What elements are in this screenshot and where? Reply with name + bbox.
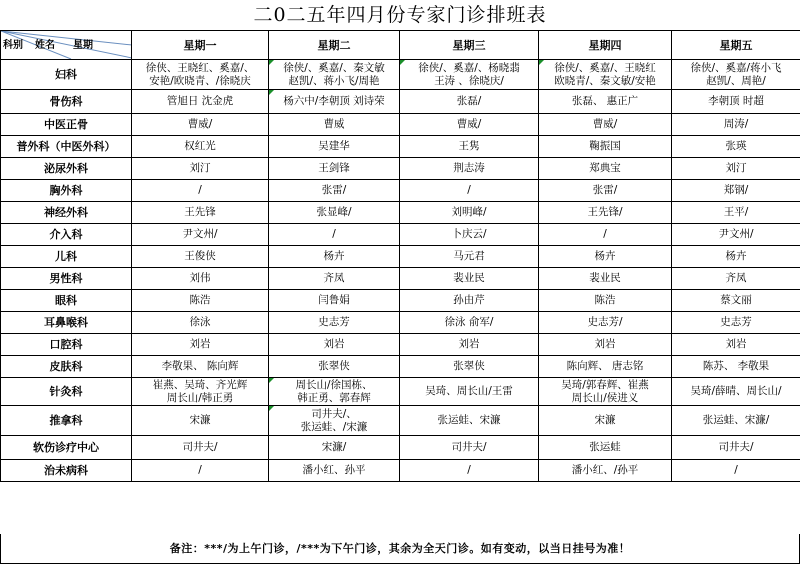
doctor-names: 张运蛙、宋濂 [437, 414, 501, 426]
schedule-cell-thu [539, 60, 672, 90]
schedule-cell-mon [132, 60, 269, 90]
dept-name: 耳鼻喉科 [1, 312, 132, 334]
doctor-names: 曹威/ [592, 118, 618, 130]
doctor-names: 齐凤 [725, 272, 747, 284]
schedule-cell-fri [672, 378, 800, 406]
doctor-names: 徐侠/、奚嘉/、秦文敏 [283, 61, 385, 74]
dept-name: 骨伤科 [1, 90, 132, 114]
doctor-names: 吴琦/薛晴、周长山/ [690, 385, 782, 397]
dept-name: 介入科 [1, 224, 132, 246]
table-row [1, 114, 800, 136]
doctor-names: / [467, 184, 471, 196]
doctor-names: 司井夫/ [451, 441, 487, 453]
table-row [1, 312, 800, 334]
schedule-cell-fri [672, 90, 800, 114]
table-row [1, 460, 800, 482]
table-row [1, 224, 800, 246]
doctor-names: 史志芳 [720, 316, 752, 328]
dept-name: 胸外科 [1, 180, 132, 202]
page-title: 二0二五年四月份专家门诊排班表 [253, 4, 547, 26]
schedule-cell-fri [672, 406, 800, 436]
schedule-cell-wed [400, 356, 539, 378]
doctor-names: 齐凤 [323, 272, 345, 284]
doctor-names: 杨卉 [323, 250, 345, 262]
doctor-names: 史志芳 [318, 316, 350, 328]
schedule-cell-mon [132, 224, 269, 246]
dept-name: 眼科 [1, 290, 132, 312]
schedule-cell-mon [132, 114, 269, 136]
doctor-names: 郑钢/ [723, 184, 749, 196]
table-row [1, 60, 800, 90]
doctor-names: 尹文州/ [182, 228, 218, 240]
schedule-cell-wed [400, 334, 539, 356]
schedule-cell-tue [269, 378, 400, 406]
doctor-names: 安艳/欧晓青、/徐晓庆 [149, 74, 251, 87]
table-row [1, 356, 800, 378]
schedule-cell-tue [269, 460, 400, 482]
doctor-names: 吴琦/郭春辉、崔燕 [561, 378, 649, 391]
doctor-names: / [198, 184, 202, 196]
doctor-names: 宋濂 [189, 414, 211, 426]
corner-name-label: 姓名 [35, 40, 55, 51]
schedule-cell-fri [672, 268, 800, 290]
doctor-names: 陈向辉、 唐志铭 [566, 360, 644, 372]
schedule-cell-fri [672, 136, 800, 158]
doctor-names: 王剑锋 [318, 162, 350, 174]
doctor-names: 李敬果、 陈向辉 [161, 360, 239, 372]
schedule-cell-wed [400, 158, 539, 180]
table-row [1, 180, 800, 202]
dept-name: 软伤诊疗中心 [1, 436, 132, 460]
dept-name: 妇科 [1, 60, 132, 90]
schedule-cell-thu [539, 290, 672, 312]
doctor-names: 刘汀 [725, 162, 747, 174]
schedule-cell-thu [539, 312, 672, 334]
doctor-names: 孙由芹 [453, 294, 485, 306]
doctor-names: 史志芳/ [587, 316, 623, 328]
schedule-cell-tue [269, 136, 400, 158]
cell-comment-marker-icon [269, 406, 274, 411]
schedule-cell-wed [400, 180, 539, 202]
doctor-names: 徐侠/、奚嘉/蒋小飞 [690, 61, 782, 74]
schedule-cell-thu [539, 202, 672, 224]
doctor-names: 徐侠、王晓红、奚嘉/、 [145, 61, 255, 74]
doctor-names: 马元君 [453, 250, 485, 262]
schedule-cell-fri [672, 60, 800, 90]
schedule-cell-mon [132, 290, 269, 312]
day-header-mon: 星期一 [132, 31, 269, 60]
doctor-names: 徐侠/、奚嘉/、王晓红 [554, 61, 656, 74]
corner-day-label: 星期 [73, 40, 93, 51]
schedule-cell-tue [269, 180, 400, 202]
doctor-names: 宋濂 [594, 414, 616, 426]
cell-comment-marker-icon [269, 378, 274, 383]
day-header-thu: 星期四 [539, 31, 672, 60]
dept-name: 皮肤科 [1, 356, 132, 378]
schedule-cell-mon [132, 180, 269, 202]
doctor-names: 曹威/ [456, 118, 482, 130]
cell-comment-marker-icon [539, 60, 544, 65]
doctor-names: 刘岩 [458, 338, 480, 350]
dept-name: 普外科（中医外科） [1, 136, 132, 158]
doctor-names: 赵凯/、周艳/ [706, 74, 766, 87]
day-header-tue: 星期二 [269, 31, 400, 60]
dept-name: 中医正骨 [1, 114, 132, 136]
doctor-names: 王涛 、徐晓庆/ [434, 74, 504, 87]
schedule-cell-mon [132, 268, 269, 290]
schedule-cell-mon [132, 356, 269, 378]
table-row [1, 290, 800, 312]
schedule-cell-fri [672, 356, 800, 378]
doctor-names: 尹文州/ [718, 228, 754, 240]
schedule-cell-thu [539, 378, 672, 406]
doctor-names: 韩正勇、郭春辉 [297, 391, 371, 404]
schedule-cell-fri [672, 436, 800, 460]
doctor-names: 王先锋/ [587, 206, 623, 218]
schedule-cell-fri [672, 114, 800, 136]
doctor-names: 陈苏、 李敬果 [702, 360, 770, 372]
schedule-cell-thu [539, 406, 672, 436]
doctor-names: 陈浩 [594, 294, 616, 306]
schedule-cell-thu [539, 180, 672, 202]
table-row [1, 268, 800, 290]
doctor-names: 司井夫/ [182, 441, 218, 453]
doctor-names: 徐侠/、奚嘉/、杨晓翡 [418, 61, 520, 74]
dept-name: 儿科 [1, 246, 132, 268]
schedule-cell-wed [400, 60, 539, 90]
schedule-cell-mon [132, 312, 269, 334]
table-row [1, 158, 800, 180]
doctor-names: 周长山/徐国栋、 [295, 378, 373, 391]
schedule-cell-fri [672, 460, 800, 482]
dept-name: 推拿科 [1, 406, 132, 436]
schedule-cell-mon [132, 90, 269, 114]
table-row [1, 90, 800, 114]
doctor-names: 陈浩 [189, 294, 211, 306]
doctor-names: 吴琦、周长山/王雷 [425, 385, 513, 397]
doctor-names: 荆志涛 [453, 162, 485, 174]
schedule-cell-fri [672, 290, 800, 312]
schedule-cell-fri [672, 180, 800, 202]
schedule-cell-tue [269, 90, 400, 114]
schedule-cell-tue [269, 290, 400, 312]
schedule-cell-fri [672, 158, 800, 180]
doctor-names: 杨卉 [594, 250, 616, 262]
doctor-names: 张雷/ [321, 184, 347, 196]
table-row [1, 246, 800, 268]
schedule-cell-tue [269, 60, 400, 90]
schedule-cell-wed [400, 460, 539, 482]
doctor-names: 司井夫/、 [311, 407, 357, 420]
doctor-names: 张雷/ [592, 184, 618, 196]
doctor-names: 吴建华 [318, 140, 350, 152]
table-row [1, 406, 800, 436]
doctor-names: 刘汀 [189, 162, 211, 174]
schedule-cell-mon [132, 334, 269, 356]
schedule-cell-fri [672, 246, 800, 268]
schedule-cell-wed [400, 246, 539, 268]
schedule-cell-thu [539, 136, 672, 158]
day-header-fri: 星期五 [672, 31, 800, 60]
dept-name: 泌尿外科 [1, 158, 132, 180]
schedule-cell-wed [400, 202, 539, 224]
dept-name: 口腔科 [1, 334, 132, 356]
doctor-names: 张翠侠 [318, 360, 350, 372]
doctor-names: 闫鲁娟 [318, 294, 350, 306]
schedule-cell-wed [400, 436, 539, 460]
table-row [1, 202, 800, 224]
schedule-cell-tue [269, 246, 400, 268]
schedule-cell-tue [269, 406, 400, 436]
schedule-cell-thu [539, 114, 672, 136]
doctor-names: 鞠振国 [589, 140, 621, 152]
schedule-cell-tue [269, 268, 400, 290]
doctor-names: / [603, 228, 607, 240]
doctor-names: 张运蛙 [589, 441, 621, 453]
schedule-cell-fri [672, 334, 800, 356]
schedule-cell-thu [539, 334, 672, 356]
doctor-names: 刘岩 [594, 338, 616, 350]
schedule-table [0, 30, 800, 482]
table-row [1, 378, 800, 406]
schedule-cell-tue [269, 114, 400, 136]
doctor-names: 周长山/韩正勇 [166, 391, 234, 404]
doctor-names: 张显峰/ [316, 206, 352, 218]
schedule-cell-fri [672, 202, 800, 224]
doctor-names: 张瑛 [725, 140, 747, 152]
doctor-names: 司井夫/ [718, 441, 754, 453]
doctor-names: 欧晓青/、秦文敏/安艳 [554, 74, 656, 87]
doctor-names: 裴业民 [589, 272, 621, 284]
schedule-cell-wed [400, 378, 539, 406]
schedule-cell-fri [672, 224, 800, 246]
doctor-names: 曹威 [323, 118, 345, 130]
cell-comment-marker-icon [269, 60, 274, 65]
doctor-names: 徐泳 [189, 316, 211, 328]
footnote: 备注：***/为上午门诊，/***为下午门诊，其余为全天门诊。如有变动，以当日挂号为准！ [0, 534, 800, 564]
doctor-names: 杨卉 [725, 250, 747, 262]
day-header-wed: 星期三 [400, 31, 539, 60]
cell-comment-marker-icon [400, 60, 405, 65]
schedule-cell-tue [269, 312, 400, 334]
header-row [1, 31, 800, 60]
dept-name: 神经外科 [1, 202, 132, 224]
schedule-cell-wed [400, 268, 539, 290]
schedule-cell-mon [132, 406, 269, 436]
table-row [1, 136, 800, 158]
schedule-cell-tue [269, 356, 400, 378]
doctor-names: 刘岩 [189, 338, 211, 350]
doctor-names: 杨六中/李朝顶 刘诗荣 [283, 95, 385, 107]
doctor-names: 王先锋 [184, 206, 216, 218]
schedule-cell-wed [400, 290, 539, 312]
schedule-cell-fri [672, 312, 800, 334]
schedule-cell-tue [269, 436, 400, 460]
schedule-cell-wed [400, 224, 539, 246]
schedule-cell-thu [539, 224, 672, 246]
schedule-cell-thu [539, 246, 672, 268]
doctor-names: 权红光 [184, 140, 216, 152]
table-row [1, 436, 800, 460]
doctor-names: 裴业民 [453, 272, 485, 284]
schedule-cell-wed [400, 406, 539, 436]
corner-dept-label: 科别 [3, 40, 23, 51]
doctor-names: 曹威/ [187, 118, 213, 130]
doctor-names: 宋濂/ [321, 441, 347, 453]
doctor-names: / [198, 464, 202, 476]
doctor-names: 崔燕、吴琦、齐光辉 [152, 378, 248, 391]
doctor-names: 刘岩 [323, 338, 345, 350]
schedule-cell-wed [400, 136, 539, 158]
cell-comment-marker-icon [269, 90, 274, 95]
schedule-cell-mon [132, 460, 269, 482]
schedule-cell-wed [400, 312, 539, 334]
schedule-cell-mon [132, 246, 269, 268]
schedule-cell-tue [269, 158, 400, 180]
schedule-cell-thu [539, 356, 672, 378]
doctor-names: / [734, 464, 738, 476]
schedule-cell-thu [539, 436, 672, 460]
doctor-names: 赵凯/、蒋小飞/周艳 [288, 74, 380, 87]
doctor-names: 周长山/侯进义 [571, 391, 639, 404]
doctor-names: 刘岩 [725, 338, 747, 350]
dept-name: 针灸科 [1, 378, 132, 406]
schedule-cell-tue [269, 224, 400, 246]
doctor-names: / [332, 228, 336, 240]
doctor-names: 徐泳 俞军/ [444, 316, 494, 328]
schedule-cell-mon [132, 202, 269, 224]
doctor-names: 潘小红、孙平 [302, 464, 366, 476]
schedule-cell-mon [132, 436, 269, 460]
dept-name: 男性科 [1, 268, 132, 290]
doctor-names: 张翠侠 [453, 360, 485, 372]
schedule-cell-thu [539, 90, 672, 114]
schedule-cell-tue [269, 202, 400, 224]
doctor-names: / [467, 464, 471, 476]
schedule-cell-wed [400, 114, 539, 136]
schedule-cell-thu [539, 158, 672, 180]
doctor-names: 王俊侠 [184, 250, 216, 262]
doctor-names: 潘小红、/孙平 [571, 464, 639, 476]
schedule-cell-wed [400, 90, 539, 114]
schedule-cell-mon [132, 136, 269, 158]
doctor-names: 管旭日 沈金虎 [166, 95, 234, 107]
doctor-names: 张运蛙、宋濂/ [702, 414, 770, 426]
doctor-names: 王隽 [458, 140, 480, 152]
dept-name: 治未病科 [1, 460, 132, 482]
schedule-cell-thu [539, 460, 672, 482]
doctor-names: 张磊、 惠正广 [571, 95, 639, 107]
table-row [1, 334, 800, 356]
doctor-names: 周涛/ [723, 118, 749, 130]
doctor-names: 张运蛙、/宋濂 [300, 420, 368, 433]
doctor-names: 刘伟 [189, 272, 211, 284]
doctor-names: 王平/ [723, 206, 749, 218]
doctor-names: 郑典宝 [589, 162, 621, 174]
doctor-names: 张磊/ [456, 95, 482, 107]
doctor-names: 卜庆云/ [451, 228, 487, 240]
schedule-cell-tue [269, 334, 400, 356]
doctor-names: 刘明峰/ [451, 206, 487, 218]
doctor-names: 李朝顶 时超 [708, 95, 764, 107]
schedule-cell-thu [539, 268, 672, 290]
doctor-names: 蔡文丽 [720, 294, 752, 306]
schedule-cell-mon [132, 378, 269, 406]
schedule-cell-mon [132, 158, 269, 180]
corner-cell [1, 31, 132, 60]
